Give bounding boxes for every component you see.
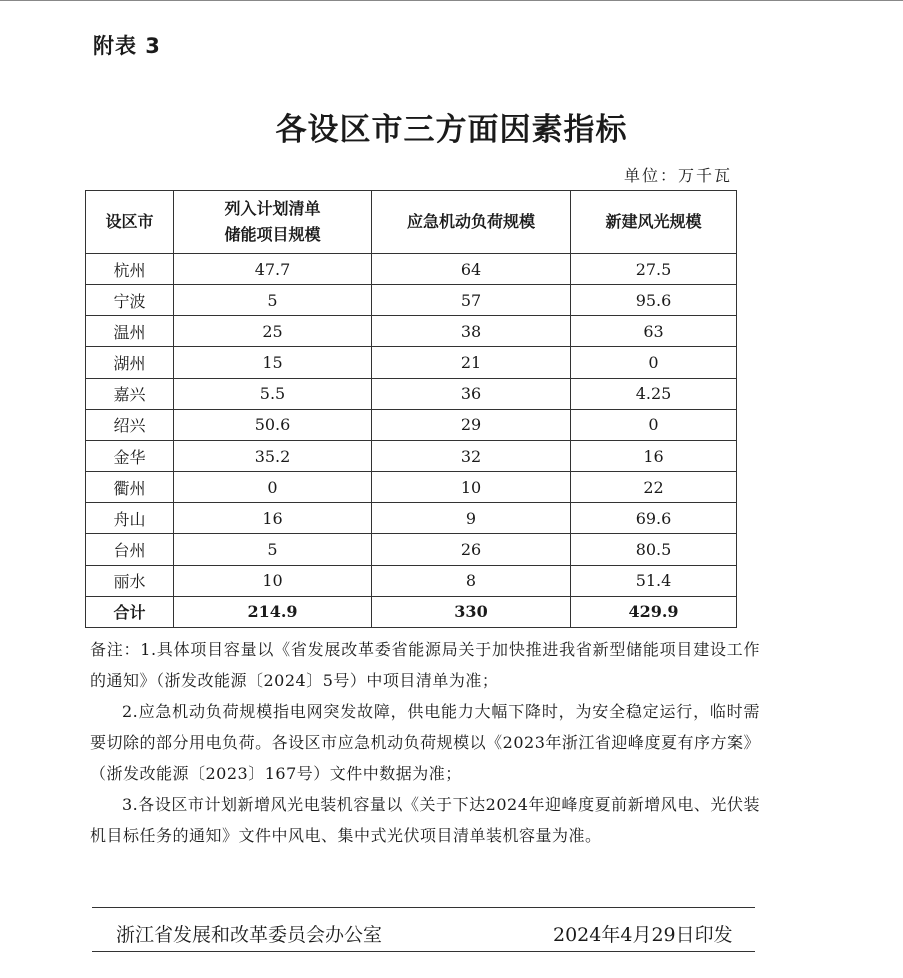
cell-city: 湖州 bbox=[86, 347, 174, 378]
cell-windsolar: 80.5 bbox=[571, 534, 737, 565]
cell-city: 杭州 bbox=[86, 254, 174, 285]
cell-load: 21 bbox=[372, 347, 571, 378]
table-row bbox=[86, 534, 737, 565]
cell-load: 32 bbox=[372, 440, 571, 471]
table-total-row bbox=[86, 596, 737, 627]
cell-windsolar: 95.6 bbox=[571, 285, 737, 316]
total-cell-windsolar: 429.9 bbox=[571, 596, 737, 627]
cell-windsolar: 0 bbox=[571, 347, 737, 378]
cell-windsolar: 16 bbox=[571, 440, 737, 471]
cell-load: 29 bbox=[372, 409, 571, 440]
table-row bbox=[86, 285, 737, 316]
cell-storage: 25 bbox=[174, 316, 372, 347]
cell-storage: 15 bbox=[174, 347, 372, 378]
total-cell-city: 合计 bbox=[86, 596, 174, 627]
cell-storage: 47.7 bbox=[174, 254, 372, 285]
note-2: 2.应急机动负荷规模指电网突发故障，供电能力大幅下降时，为安全稳定运行，临时需要切除的部分用电负荷。各设区市应急机动负荷规模以《2023年浙江省迎峰度夏有序方案》（浙发改能源〔2023〕167号）文件中数据为准； bbox=[90, 702, 760, 783]
cell-storage: 10 bbox=[174, 565, 372, 596]
table-row bbox=[86, 565, 737, 596]
appendix-label: 附表 3 bbox=[93, 34, 161, 58]
page-title: 各设区市三方面因素指标 bbox=[275, 112, 628, 148]
cell-storage: 16 bbox=[174, 503, 372, 534]
cell-windsolar: 22 bbox=[571, 472, 737, 503]
header-storage bbox=[174, 191, 372, 254]
table-row bbox=[86, 503, 737, 534]
total-cell-load: 330 bbox=[372, 596, 571, 627]
cell-load: 8 bbox=[372, 565, 571, 596]
cell-windsolar: 63 bbox=[571, 316, 737, 347]
cell-load: 26 bbox=[372, 534, 571, 565]
cell-load: 10 bbox=[372, 472, 571, 503]
cell-windsolar: 0 bbox=[571, 409, 737, 440]
cell-storage: 5 bbox=[174, 534, 372, 565]
table-row bbox=[86, 254, 737, 285]
table-row bbox=[86, 472, 737, 503]
cell-city: 嘉兴 bbox=[86, 378, 174, 409]
cell-windsolar: 27.5 bbox=[571, 254, 737, 285]
footer-top-rule bbox=[92, 907, 755, 908]
cell-load: 9 bbox=[372, 503, 571, 534]
note-1: 备注：1.具体项目容量以《省发展改革委省能源局关于加快推进我省新型储能项目建设工作的通知》（浙发改能源〔2024〕5号）中项目清单为准； bbox=[90, 640, 760, 690]
footer-issuer: 浙江省发展和改革委员会办公室 bbox=[116, 924, 383, 946]
total-cell-storage: 214.9 bbox=[174, 596, 372, 627]
top-border-line bbox=[0, 0, 903, 1]
cell-storage: 35.2 bbox=[174, 440, 372, 471]
cell-load: 38 bbox=[372, 316, 571, 347]
table-row bbox=[86, 378, 737, 409]
header-storage-line2: 储能项目规模 bbox=[224, 225, 321, 244]
cell-city: 台州 bbox=[86, 534, 174, 565]
cell-city: 衢州 bbox=[86, 472, 174, 503]
cell-load: 36 bbox=[372, 378, 571, 409]
cell-storage: 50.6 bbox=[174, 409, 372, 440]
cell-city: 温州 bbox=[86, 316, 174, 347]
cell-city: 丽水 bbox=[86, 565, 174, 596]
cell-city: 金华 bbox=[86, 440, 174, 471]
header-windsolar: 新建风光规模 bbox=[571, 191, 737, 254]
cell-storage: 0 bbox=[174, 472, 372, 503]
note-3: 3.各设区市计划新增风光电装机容量以《关于下达2024年迎峰度夏前新增风电、光伏装机目标任务的通知》文件中风电、集中式光伏项目清单装机容量为准。 bbox=[90, 795, 760, 845]
header-city: 设区市 bbox=[86, 191, 174, 254]
cell-storage: 5.5 bbox=[174, 378, 372, 409]
cell-city: 舟山 bbox=[86, 503, 174, 534]
cell-windsolar: 4.25 bbox=[571, 378, 737, 409]
table-row bbox=[86, 347, 737, 378]
footer-date: 2024年4月29日印发 bbox=[553, 924, 733, 946]
header-storage-line1: 列入计划清单 bbox=[224, 199, 321, 218]
header-load: 应急机动负荷规模 bbox=[372, 191, 571, 254]
table-row bbox=[86, 440, 737, 471]
footer-bottom-rule bbox=[92, 951, 755, 952]
table-header-row bbox=[86, 191, 737, 254]
indicator-table bbox=[85, 190, 737, 628]
unit-label: 单位：万千瓦 bbox=[624, 166, 733, 185]
cell-city: 绍兴 bbox=[86, 409, 174, 440]
cell-storage: 5 bbox=[174, 285, 372, 316]
notes-section bbox=[90, 634, 760, 851]
table-row bbox=[86, 316, 737, 347]
cell-city: 宁波 bbox=[86, 285, 174, 316]
cell-load: 64 bbox=[372, 254, 571, 285]
cell-windsolar: 69.6 bbox=[571, 503, 737, 534]
cell-windsolar: 51.4 bbox=[571, 565, 737, 596]
table-row bbox=[86, 409, 737, 440]
cell-load: 57 bbox=[372, 285, 571, 316]
